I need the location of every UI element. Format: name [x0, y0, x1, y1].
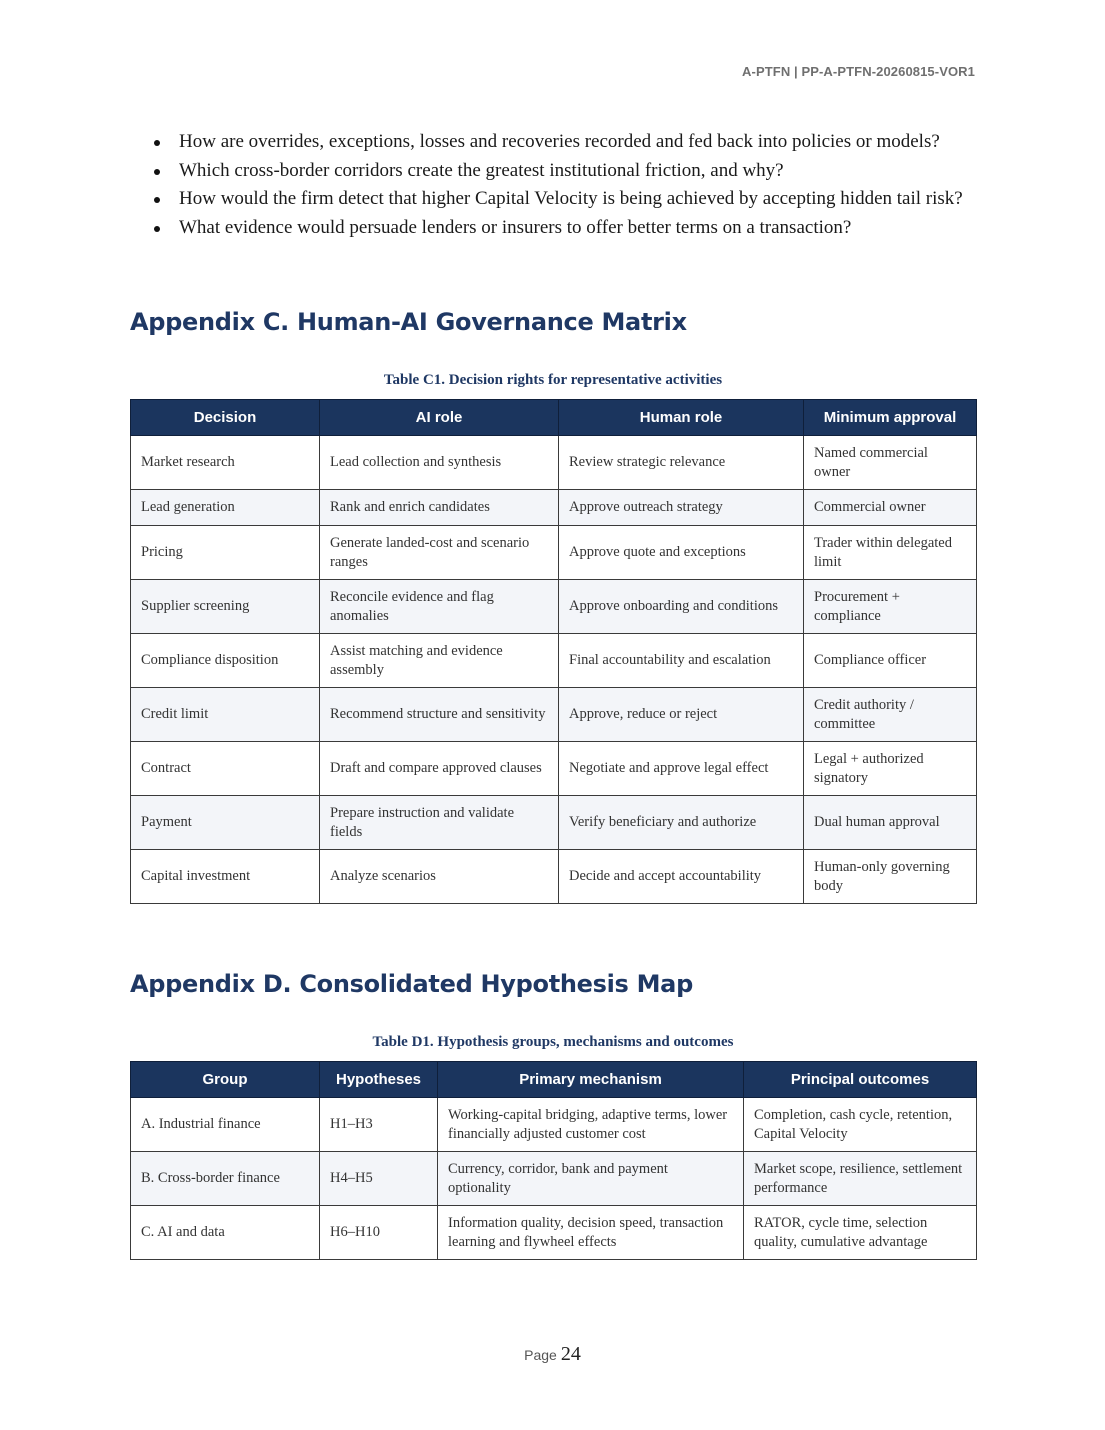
- table-cell: Negotiate and approve legal effect: [559, 742, 804, 796]
- table-cell: Legal + authorized signatory: [804, 742, 977, 796]
- table-cell: Draft and compare approved clauses: [320, 742, 559, 796]
- table-d1-caption: Table D1. Hypothesis groups, mechanisms and outcomes: [372, 1034, 734, 1050]
- column-header: Decision: [131, 400, 320, 436]
- table-cell: H4–H5: [320, 1152, 438, 1206]
- page-number: 24: [560, 1343, 581, 1365]
- column-header: Primary mechanism: [438, 1062, 744, 1098]
- table-row: [131, 436, 977, 490]
- table-header-row: [131, 400, 977, 436]
- table-cell: Lead generation: [131, 490, 320, 526]
- table-cell: Rank and enrich candidates: [320, 490, 559, 526]
- table-cell: Credit limit: [131, 688, 320, 742]
- table-cell: B. Cross-border finance: [131, 1152, 320, 1206]
- bullet-item: How are overrides, exceptions, losses and recoveries recorded and fed back into policies or models?: [130, 128, 976, 157]
- table-cell: Market research: [131, 436, 320, 490]
- table-cell: Dual human approval: [804, 796, 977, 850]
- table-row: [131, 1206, 977, 1260]
- table-cell: Procurement + compliance: [804, 580, 977, 634]
- table-row: [131, 526, 977, 580]
- column-header: Group: [131, 1062, 320, 1098]
- table-row: [131, 1152, 977, 1206]
- table-row: [131, 634, 977, 688]
- table-cell: C. AI and data: [131, 1206, 320, 1260]
- table-row: [131, 580, 977, 634]
- table-cell: Trader within delegated limit: [804, 526, 977, 580]
- table-cell: Supplier screening: [131, 580, 320, 634]
- table-cell: Final accountability and escalation: [559, 634, 804, 688]
- table-cell: RATOR, cycle time, selection quality, cumulative advantage: [744, 1206, 977, 1260]
- table-cell: Commercial owner: [804, 490, 977, 526]
- column-header: Minimum approval: [804, 400, 977, 436]
- bullet-item: What evidence would persuade lenders or insurers to offer better terms on a transaction?: [130, 214, 976, 243]
- table-cell: Named commercial owner: [804, 436, 977, 490]
- appendix-c-heading: Appendix C. Human-AI Governance Matrix: [130, 308, 687, 336]
- table-cell: Lead collection and synthesis: [320, 436, 559, 490]
- table-cell: Working-capital bridging, adaptive terms, lower financially adjusted customer cost: [438, 1098, 744, 1152]
- appendix-d-heading: Appendix D. Consolidated Hypothesis Map: [130, 970, 693, 998]
- table-c1-caption: Table C1. Decision rights for representative activities: [383, 372, 723, 388]
- table-cell: Approve, reduce or reject: [559, 688, 804, 742]
- bullet-item: Which cross-border corridors create the greatest institutional friction, and why?: [130, 157, 976, 186]
- table-cell: Capital investment: [131, 850, 320, 904]
- table-row: [131, 850, 977, 904]
- table-cell: Generate landed-cost and scenario ranges: [320, 526, 559, 580]
- table-row: [131, 688, 977, 742]
- table-cell: Verify beneficiary and authorize: [559, 796, 804, 850]
- table-cell: Credit authority / committee: [804, 688, 977, 742]
- page-label: Page: [524, 1347, 557, 1363]
- table-cell: A. Industrial finance: [131, 1098, 320, 1152]
- table-cell: Prepare instruction and validate fields: [320, 796, 559, 850]
- column-header: AI role: [320, 400, 559, 436]
- table-cell: Human-only governing body: [804, 850, 977, 904]
- table-cell: Currency, corridor, bank and payment optionality: [438, 1152, 744, 1206]
- column-header: Hypotheses: [320, 1062, 438, 1098]
- column-header: Human role: [559, 400, 804, 436]
- bullet-item: How would the firm detect that higher Capital Velocity is being achieved by accepting hidden tail risk?: [130, 185, 976, 214]
- hypothesis-map-table: [130, 1061, 977, 1260]
- table-row: [131, 796, 977, 850]
- table-cell: Recommend structure and sensitivity: [320, 688, 559, 742]
- page-footer: [0, 1343, 1105, 1366]
- column-header: Principal outcomes: [744, 1062, 977, 1098]
- table-cell: Compliance officer: [804, 634, 977, 688]
- table-cell: Analyze scenarios: [320, 850, 559, 904]
- table-row: [131, 1098, 977, 1152]
- governance-matrix-table: [130, 399, 977, 904]
- table-cell: Assist matching and evidence assembly: [320, 634, 559, 688]
- table-cell: Compliance disposition: [131, 634, 320, 688]
- document-id-header: A-PTFN | PP-A-PTFN-20260815-VOR1: [742, 64, 975, 79]
- table-cell: Approve onboarding and conditions: [559, 580, 804, 634]
- table-cell: Market scope, resilience, settlement performance: [744, 1152, 977, 1206]
- table-cell: Review strategic relevance: [559, 436, 804, 490]
- table-cell: H6–H10: [320, 1206, 438, 1260]
- table-cell: Approve quote and exceptions: [559, 526, 804, 580]
- table-cell: Approve outreach strategy: [559, 490, 804, 526]
- table-cell: Completion, cash cycle, retention, Capital Velocity: [744, 1098, 977, 1152]
- table-cell: Pricing: [131, 526, 320, 580]
- table-cell: H1–H3: [320, 1098, 438, 1152]
- table-cell: Information quality, decision speed, transaction learning and flywheel effects: [438, 1206, 744, 1260]
- table-cell: Reconcile evidence and flag anomalies: [320, 580, 559, 634]
- table-header-row: [131, 1062, 977, 1098]
- table-row: [131, 490, 977, 526]
- table-cell: Decide and accept accountability: [559, 850, 804, 904]
- table-cell: Contract: [131, 742, 320, 796]
- question-bullet-list: [130, 128, 976, 242]
- table-cell: Payment: [131, 796, 320, 850]
- table-row: [131, 742, 977, 796]
